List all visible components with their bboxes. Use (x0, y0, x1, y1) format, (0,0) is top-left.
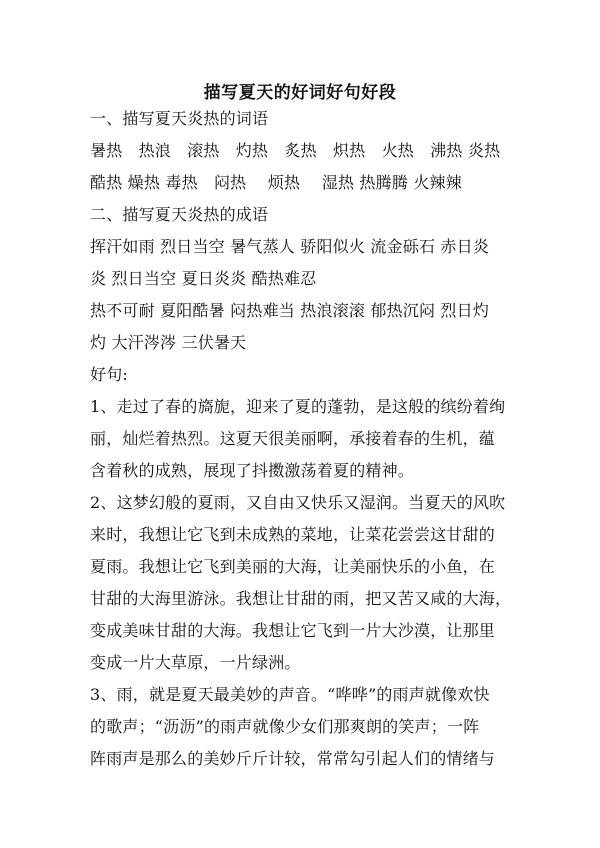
text-line: 夏雨。我想让它飞到美丽的大海，让美丽快乐的小鱼，在 (90, 557, 496, 576)
text-line: 的歌声；“沥沥”的雨声就像少女们那爽朗的笑声；一阵 (90, 717, 480, 736)
section-heading-sentences: 好句: (90, 365, 128, 384)
text-line: 灼 大汗涔涔 三伏暑天 (90, 333, 247, 352)
page-title: 描写夏天的好词好句好段 (203, 83, 397, 103)
text-line: 变成美味甘甜的大海。我想让它飞到一片大沙漠，让那里 (90, 621, 496, 640)
text-line: 酷热 燥热 毒热 闷热 烦热 湿热 热腾腾 火辣辣 (90, 173, 462, 192)
section-heading-words: 一、描写夏天炎热的词语 (90, 109, 269, 128)
text-line: 热不可耐 夏阳酷暑 闷热难当 热浪滚滚 郁热沉闷 烈日灼 (90, 301, 490, 320)
text-line: 含着秋的成熟，展现了抖擞激荡着夏的精神。 (90, 461, 415, 480)
text-line: 2、这梦幻般的夏雨，又自由又快乐又湿润。当夏天的风吹 (90, 493, 506, 512)
text-line: 挥汗如雨 烈日当空 暑气蒸人 骄阳似火 流金砾石 赤日炎 (90, 237, 490, 256)
text-line: 丽，灿烂着热烈。这夏天很美丽啊，承接着春的生机，蕴 (90, 429, 496, 448)
text-line: 甘甜的大海里游泳。我想让甘甜的雨，把又苦又咸的大海， (90, 589, 512, 608)
text-line: 1、走过了春的旖旎，迎来了夏的蓬勃，是这般的缤纷着绚 (90, 397, 506, 416)
text-line: 炎 烈日当空 夏日炎炎 酷热难忍 (90, 269, 317, 288)
section-heading-idioms: 二、描写夏天炎热的成语 (90, 205, 269, 224)
text-line: 3、雨，就是夏天最美妙的声音。“哗哗”的雨声就像欢快 (90, 685, 490, 704)
text-line: 阵雨声是那么的美妙斤斤计较，常常勾引起人们的情绪与 (90, 749, 496, 768)
text-line: 暑热 热浪 滚热 灼热 炙热 炽热 火热 沸热 炎热 (90, 141, 501, 160)
text-line: 来时，我想让它飞到未成熟的菜地，让菜花尝尝这甘甜的 (90, 525, 496, 544)
text-line: 变成一片大草原，一片绿洲。 (90, 653, 301, 672)
